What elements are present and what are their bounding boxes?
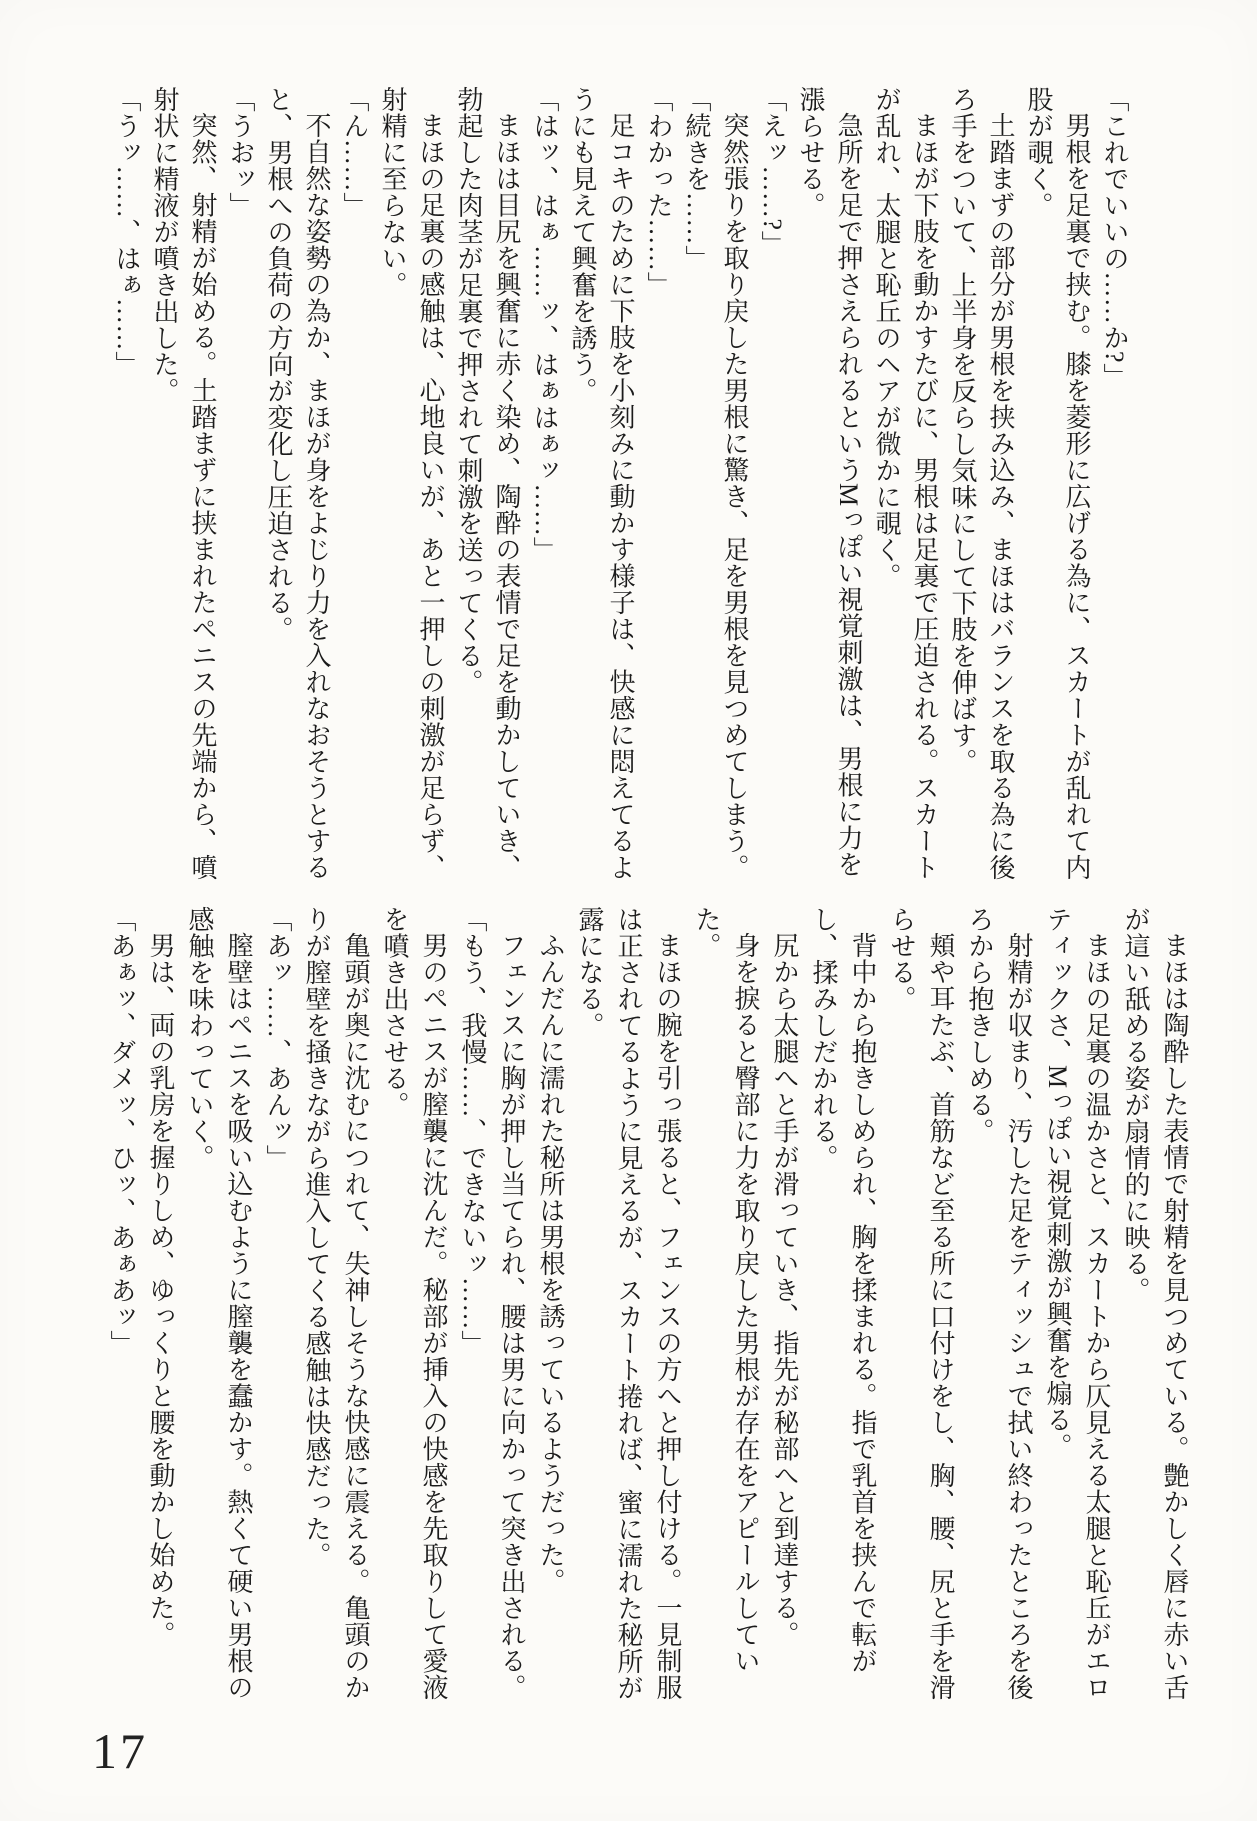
narration-paragraph: まほは陶酔した表情で射精を見つめている。艶かしく唇に赤い舌が這い舐める姿が扇情的に映る。 bbox=[1121, 906, 1189, 1701]
lower-text-block bbox=[102, 906, 1194, 1706]
narration-paragraph: 急所を足で押さえられるというMっぽい視覚刺激は、男根に力を漲らせる。 bbox=[796, 86, 863, 878]
dialogue-line: 「えッ……?」 bbox=[758, 86, 787, 258]
dialogue-line: 「もう、我慢……、できないッ……」 bbox=[458, 906, 487, 1357]
upper-text-block bbox=[107, 86, 1133, 886]
dialogue-line: 「うッ……、はぁ……」 bbox=[112, 86, 141, 378]
narration-paragraph: 頬や耳たぶ、首筋など至る所に口付けをし、胸、腰、尻と手を滑らせる。 bbox=[887, 906, 955, 1701]
dialogue-line: 「うおッ」 bbox=[226, 86, 255, 219]
narration-paragraph: 射精が収まり、汚した足をティッシュで拭い終わったところを後ろから抱きしめる。 bbox=[965, 906, 1033, 1701]
dialogue-line: 「あッ……、あんッ」 bbox=[263, 906, 292, 1171]
dialogue-line: 「はッ、はぁ……ッ、はぁはぁッ……」 bbox=[530, 86, 559, 563]
narration-paragraph: まほの足裏の温かさと、スカートから仄見える太腿と恥丘がエロティックさ、Mっぽい視覚刺激が興奮を煽る。 bbox=[1043, 906, 1111, 1701]
narration-paragraph: 尻から太腿へと手が滑っていき、指先が秘部へと到達する。 bbox=[770, 932, 799, 1648]
narration-paragraph: まほが下肢を動かすたびに、男根は足裏で圧迫される。スカートが乱れ、太腿と恥丘のヘアが微かに覗く。 bbox=[872, 86, 939, 881]
dialogue-line: 「続きを……」 bbox=[682, 86, 711, 272]
page-number: 17 bbox=[92, 1723, 148, 1779]
narration-paragraph: 不自然な姿勢の為か、まほが身をよじり力を入れなおそうとすると、男根への負荷の方向が変化し圧迫される。 bbox=[264, 86, 331, 881]
narration-paragraph: 突然張りを取り戻した男根に驚き、足を男根を見つめてしまう。 bbox=[720, 112, 749, 881]
narration-paragraph: 膣壁はペニスを吸い込むように膣襲を蠢かす。熱くて硬い男根の感触を味わっていく。 bbox=[185, 906, 253, 1701]
dialogue-line: 「ん……」 bbox=[340, 86, 369, 219]
dialogue-line: 「あぁッ、ダメッ、ひッ、あぁあッ」 bbox=[107, 906, 136, 1357]
narration-paragraph: まほの足裏の感触は、心地良いが、あと一押しの刺激が足らず、射精に至らない。 bbox=[378, 86, 445, 881]
narration-paragraph: 身を捩ると臀部に力を取り戻した男根が存在をアピールしていた。 bbox=[692, 906, 760, 1674]
narration-paragraph: 突然、射精が始める。土踏まずに挟まれたペニスの先端から、噴射状に精液が噴き出した。 bbox=[150, 86, 217, 881]
narration-paragraph: 男は、両の乳房を握りしめ、ゆっくりと腰を動かし始めた。 bbox=[146, 932, 175, 1648]
narration-paragraph: まほは目尻を興奮に赤く染め、陶酔の表情で足を動かしていき、勃起した肉茎が足裏で押されて刺激を送ってくる。 bbox=[454, 86, 521, 881]
narration-paragraph: 背中から抱きしめられ、胸を揉まれる。指で乳首を挟んで転がし、揉みしだかれる。 bbox=[809, 906, 877, 1674]
narration-paragraph: フェンスに胸が押し当てられ、腰は男に向かって突き出される。 bbox=[497, 932, 526, 1701]
dialogue-line: 「わかった……」 bbox=[644, 86, 673, 298]
narration-paragraph: 男のペニスが膣襲に沈んだ。秘部が挿入の快感を先取りして愛液を噴き出させる。 bbox=[380, 906, 448, 1701]
narration-paragraph: まほの腕を引っ張ると、フェンスの方へと押し付ける。一見制服は正されてるように見えるが、スカート捲れば、蜜に濡れた秘所が露になる。 bbox=[575, 906, 682, 1701]
narration-paragraph: 男根を足裏で挟む。膝を菱形に広げる為に、スカートが乱れて内股が覗く。 bbox=[1024, 86, 1091, 881]
narration-paragraph: 亀頭が奥に沈むにつれて、失神しそうな快感に震える。亀頭のかりが膣壁を掻きながら進入してくる感触は快感だった。 bbox=[302, 906, 370, 1701]
narration-paragraph: 足コキのために下肢を小刻みに動かす様子は、快感に悶えてるようにも見えて興奮を誘う。 bbox=[568, 86, 635, 881]
narration-paragraph: ふんだんに濡れた秘所は男根を誘っているようだった。 bbox=[536, 932, 565, 1595]
dialogue-line: 「これでいいの……か?」 bbox=[1100, 86, 1129, 390]
narration-paragraph: 土踏まずの部分が男根を挟み込み、まほはバランスを取る為に後ろ手をついて、上半身を反らし気味にして下肢を伸ばす。 bbox=[948, 86, 1015, 881]
